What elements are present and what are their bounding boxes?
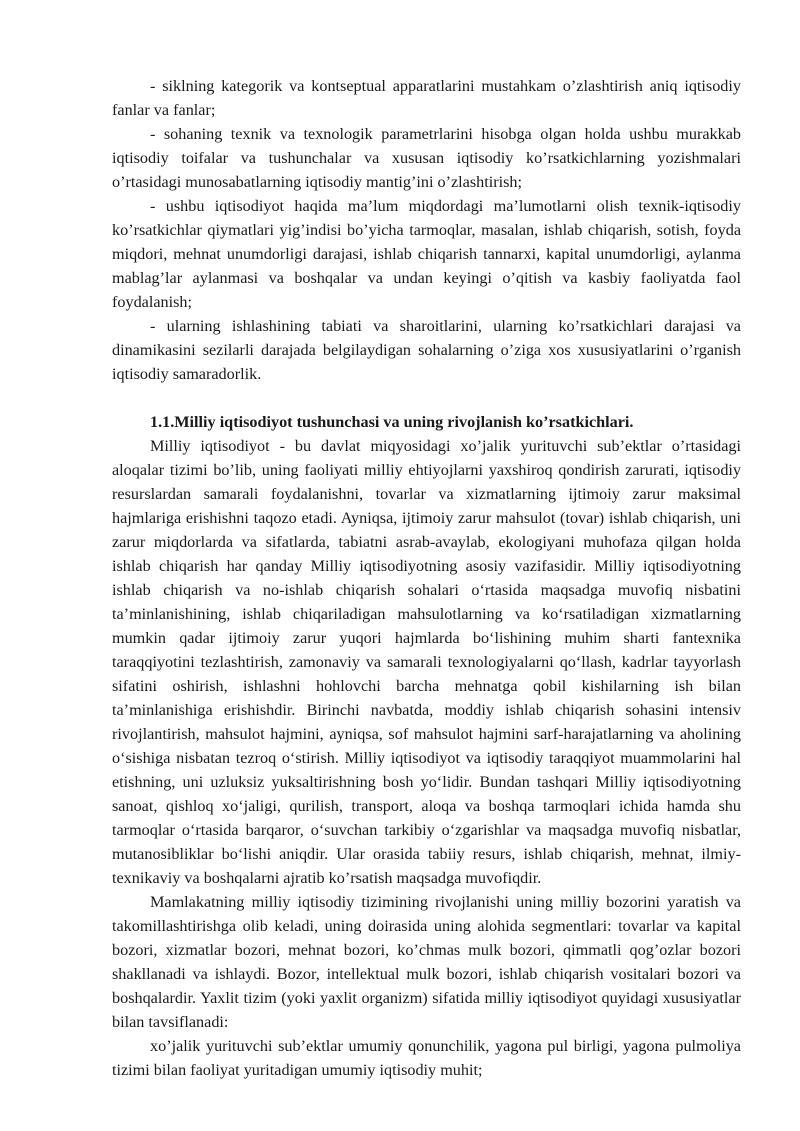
body-paragraph-1: Milliy iqtisodiyot - bu davlat miqyosidagi xo’jalik yurituvchi sub’ektlar o’rtasidagi aloqalar tizimi bo’lib, uning faoliyati milliy ehtiyojlarni yaxshiroq qondirish zarurati, iqtisodiy resurslardan samarali foydalanishni, tovarlar va xizmatlarning ijtimoiy zarur maksimal hajmlariga erishishni taqozo etadi. Ayniqsa, ijtimoiy zarur mahsulot (tovar) ishlab chiqarish, uni zarur miqdorlarda va sifatlarda, tabiatni asrab-avaylab, ekologiyani muhofaza qilgan holda ishlab chiqarish har qanday Milliy iqtisodiyotning asosiy vazifasidir. Milliy iqtisodiyotning ishlab chiqarish va no-ishlab chiqarish sohalari o‘rtasida maqsadga muvofiq nisbatini ta’minlanishining, ishlab chiqariladigan mahsulotlarning va ko‘rsatiladigan xizmatlarning mumkin qadar ijtimoiy zarur yuqori hajmlarda bo‘lishining muhim sharti fantexnika taraqqiyotini tezlashtirish, zamonaviy va samarali texnologiyalarni qo‘llash, kadrlar tayyorlash sifatini oshirish, ishlashni hohlovchi barcha mehnatga qobil kishilarning ish bilan ta’minlanishiga erishishdir. Birinchi navbatda, moddiy ishlab chiqarish sohasini intensiv rivojlantirish, mahsulot hajmini, ayniqsa, sof mahsulot hajmini sarf-harajatlarning va aholining o‘sishiga nisbatan tezroq o‘stirish. Milliy iqtisodiyot va iqtisodiy taraqqiyot muammolarini hal etishning, uni uzluksiz yuksaltirishning bosh yo‘lidir. Bundan tashqari Milliy iqtisodiyotning sanoat, qishloq xo‘jaligi, qurilish, transport, aloqa va boshqa tarmoqlari ichida hamda shu tarmoqlar o‘rtasida barqaror, o‘suvchan tarkibiy o‘zgarishlar va maqsadga muvofiq nisbatlar, mutanosibliklar bo‘lishi aniqdir. Ular orasida tabiiy resurs, ishlab chiqarish, mehnat, ilmiy-texnikaviy va boshqalarni ajratib ko’rsatish maqsadga muvofiqdir. [112, 437, 741, 887]
document-page [112, 74, 741, 1082]
bullet-paragraph-3: - ushbu iqtisodiyot haqida ma’lum miqdordagi ma’lumotlarni olish texnik-iqtisodiy ko’rsatkichlar qiymatlari yig’indisi bo’yicha tarmoqlar, masalan, ishlab chiqarish, sotish, foyda miqdori, mehnat unumdorligi darajasi, ishlab chiqarish tannarxi, kapital unumdorligi, aylanma mablag’lar aylanmasi va boshqalar va undan keyingi o’qitish va kasbiy faoliyatda faol foydalanish; [112, 197, 741, 311]
section-spacer [112, 386, 741, 410]
body-paragraph-2: Mamlakatning milliy iqtisodiy tizimining rivojlanishi uning milliy bozorini yaratish va takomillashtirishga olib keladi, uning doirasida uning alohida segmentlari: tovarlar va kapital bozori, xizmatlar bozori, mehnat bozori, ko’chmas mulk bozori, qimmatli qog’ozlar bozori shakllanadi va ishlaydi. Bozor, intellektual mulk bozori, ishlab chiqarish vositalari bozori va boshqalardir. Yaxlit tizim (yoki yaxlit organizm) sifatida milliy iqtisodiyot quyidagi xususiyatlar bilan tavsiflanadi: [112, 893, 741, 1031]
bullet-paragraph-4: - ularning ishlashining tabiati va sharoitlarini, ularning ko’rsatkichlari darajasi va dinamikasini sezilarli darajada belgilaydigan sohalarning o’ziga xos xususiyatlarini o’rganish iqtisodiy samaradorlik. [112, 317, 741, 383]
section-heading: 1.1.Milliy iqtisodiyot tushunchasi va uning rivojlanish ko’rsatkichlari. [150, 413, 634, 431]
bullet-paragraph-2: - sohaning texnik va texnologik parametrlarini hisobga olgan holda ushbu murakkab iqtisodiy toifalar va tushunchalar va xususan iqtisodiy ko’rsatkichlarning yozishmalari o’rtasidagi munosabatlarning iqtisodiy mantig’ini o’zlashtirish; [112, 125, 741, 191]
bullet-paragraph-1: - siklning kategorik va kontseptual apparatlarini mustahkam o’zlashtirish aniq iqtisodiy fanlar va fanlar; [112, 77, 741, 119]
body-paragraph-3: xo’jalik yurituvchi sub’ektlar umumiy qonunchilik, yagona pul birligi, yagona pulmoliya tizimi bilan faoliyat yuritadigan umumiy iqtisodiy muhit; [112, 1037, 741, 1079]
